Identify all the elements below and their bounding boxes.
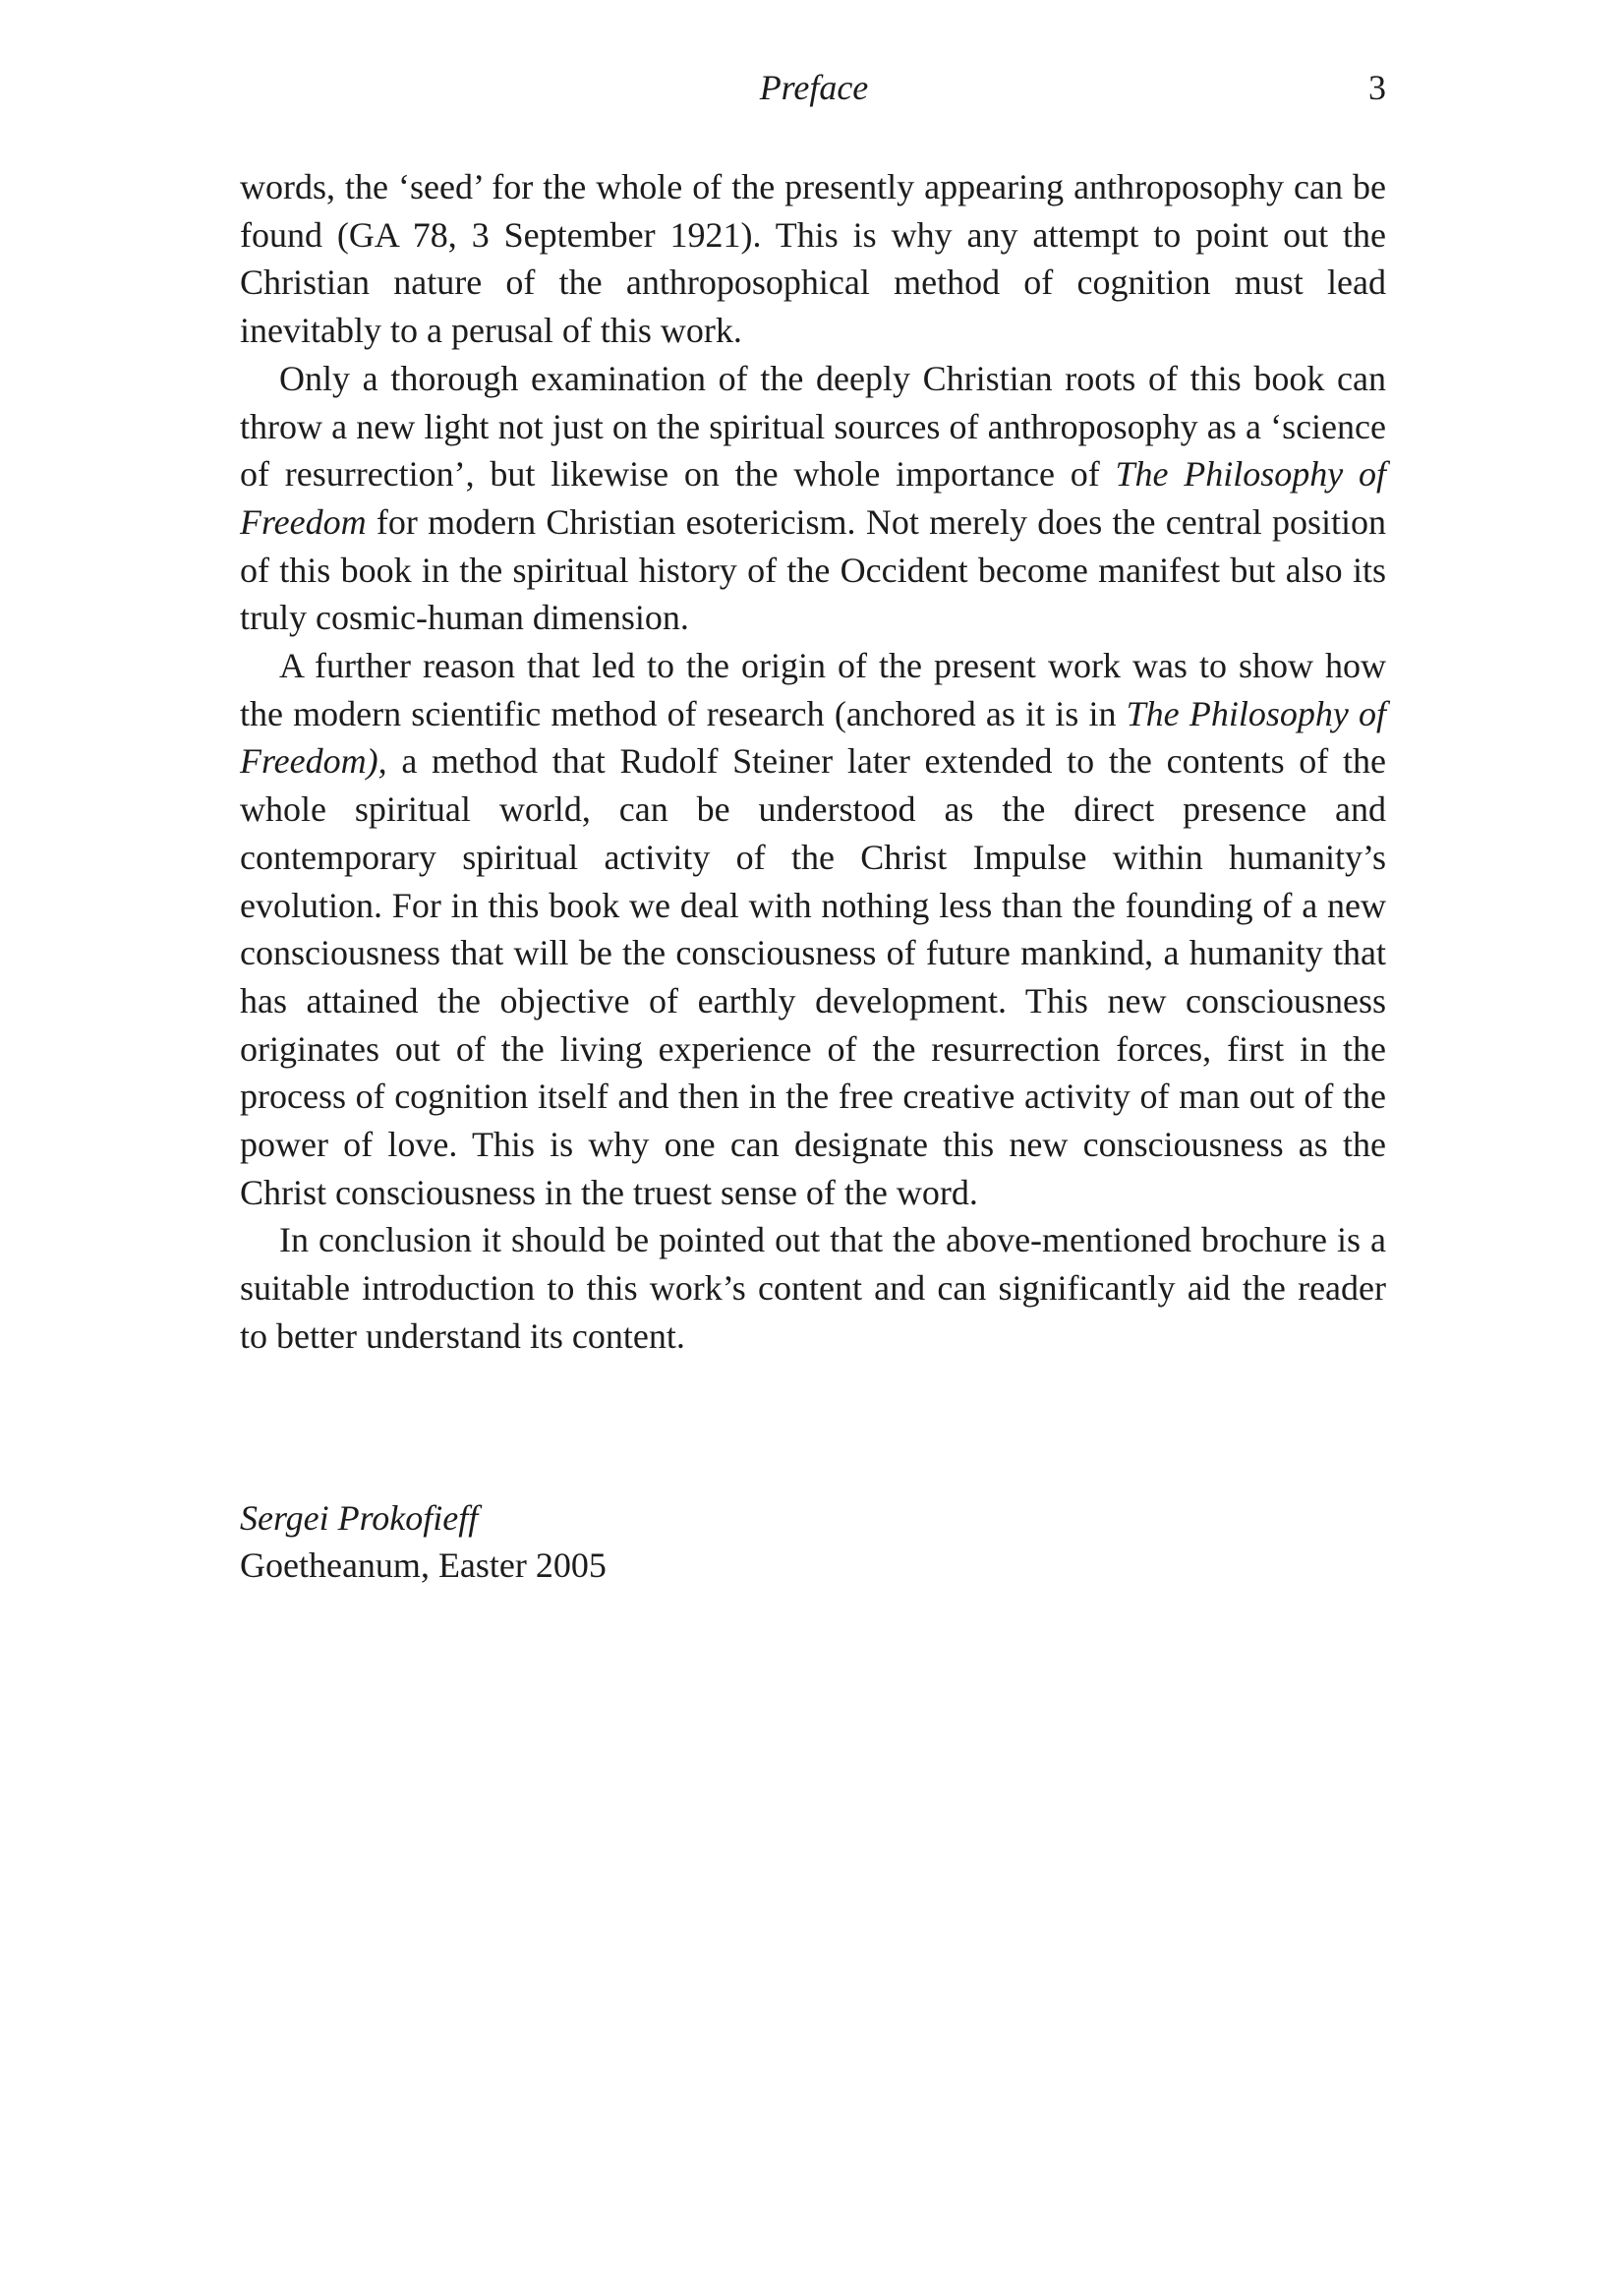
paragraph-4: In conclusion it should be pointed out that the above-mentioned brochure is a suitable introduction to this work’s content and can significantly aid the reader to better understand its content. <box>240 1220 1386 1356</box>
book-title: The Philosophy of Freedom), <box>240 693 1386 782</box>
paragraph-2 <box>240 355 1386 642</box>
signature-block <box>240 1494 1125 1589</box>
author-name: Sergei Prokofieff <box>240 1498 479 1538</box>
book-title: The Philosophy of Freedom <box>240 454 1387 542</box>
page-number: 3 <box>1368 68 1386 107</box>
place-and-date: Goetheanum, Easter 2005 <box>240 1545 607 1585</box>
paragraph-3-text-start: A further reason that led to the origin of the present work was to show how the modern scientific method of research (anchored as it is in <box>240 646 1386 733</box>
running-head <box>242 63 1386 112</box>
paragraph-2-text-start: Only a thorough examination of the deeply Christian roots of this book can throw a new light not just on the spiritual sources of anthroposophy as a ‘science of resurrection’, but likewise on the whole importance of <box>240 358 1386 495</box>
paragraph-3-text-end: a method that Rudolf Steiner later extended to the contents of the whole spiritual world, can be understood as the direct presence and contemporary spiritual activity of the Christ Impulse within humanity’s evolution. For in this book we deal with nothing less than the founding of a new consciousness that will be the consciousness of future mankind, a humanity that has attained the objective of earthly development. This new consciousness originates out of the living experience of the resurrection forces, first in the process of cognition itself and then in the free creative activity of man out of the power of love. This is why one can designate this new consciousness as the Christ consciousness in the truest sense of the word. <box>240 741 1386 1212</box>
body-text <box>240 163 1386 1361</box>
running-title: Preface <box>759 68 869 107</box>
paragraph-3 <box>240 642 1386 1216</box>
paragraph-2-text-end: for modern Christian esotericism. Not merely does the central position of this book in the spiritual history of the Occident become manifest but also its truly cosmic-human dimension. <box>240 501 1386 638</box>
paragraph-1: words, the ‘seed’ for the whole of the presently appearing anthroposophy can be found (GA 78, 3 September 1921). This is why any attempt to point out the Christian nature of the anthroposophical method of cognition must lead inevitably to a perusal of this work. <box>240 167 1386 351</box>
